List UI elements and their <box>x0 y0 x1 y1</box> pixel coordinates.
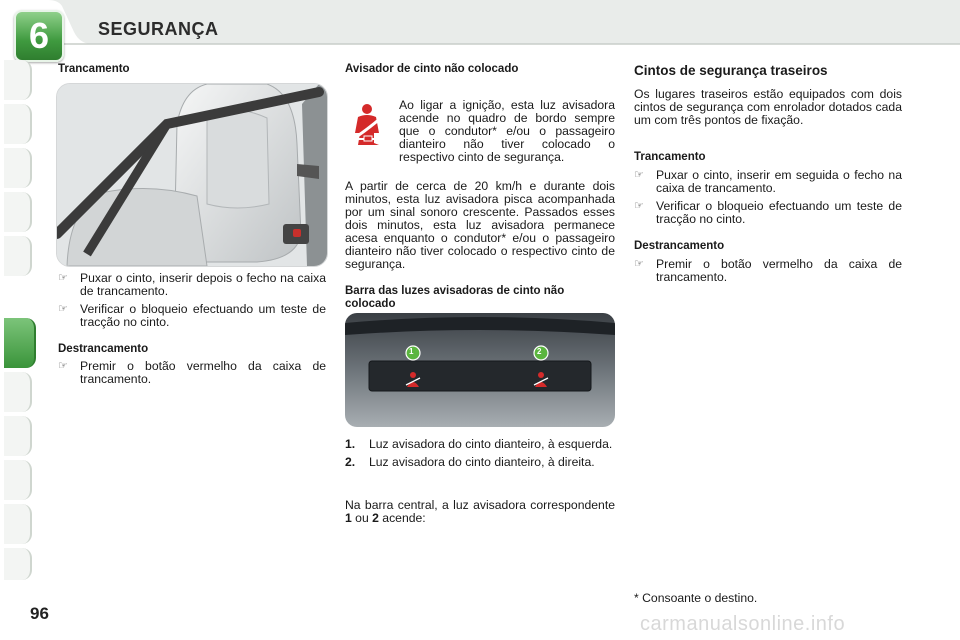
chapter-number-badge: 6 <box>14 10 64 62</box>
indicator-badge-1-label: 1 <box>409 347 414 356</box>
col3-bullet: ☞ Verificar o bloqueio efectuando um teste de tracção no cinto. <box>634 199 902 226</box>
chapter-tab[interactable] <box>4 504 32 544</box>
pointing-finger-icon: ☞ <box>58 360 68 372</box>
indicator-bar-illustration <box>345 313 615 427</box>
col2-paragraph: A partir de cerca de 20 km/h e durante dois minutos, esta luz avisadora pisca acompanhada por um sinal sonoro crescente. Passados esses dois minutos, esta luz avisadora permanece acesa enquanto o condutor* e/ou o passageiro dianteiro não tiver colocado o respectivo cinto de segurança. <box>345 179 615 271</box>
col1-heading: Trancamento <box>58 63 130 75</box>
chapter-tab[interactable] <box>4 460 32 500</box>
pointing-finger-icon: ☞ <box>634 258 644 270</box>
col3-unlock-heading: Destrancamento <box>634 240 725 252</box>
col3-lock-bullets <box>634 169 902 226</box>
indicator-badge-2-label: 2 <box>537 347 542 356</box>
pointing-finger-icon: ☞ <box>58 272 68 284</box>
chapter-tab[interactable] <box>4 416 32 456</box>
col2-bar-heading: Barra das luzes avisadoras de cinto não colocado <box>345 285 565 310</box>
col3-unlock-bullet: ☞ Premir o botão vermelho da caixa de trancamento. <box>634 257 902 284</box>
col2-intro: Ao ligar a ignição, esta luz avisadora acende no quadro de bordo sempre que o condutor* e/ou o passageiro dianteiro não tiver colocado o respectivo cinto de segurança. <box>399 98 615 164</box>
chapter-tab[interactable] <box>4 372 32 412</box>
chapter-tab[interactable] <box>4 148 32 188</box>
chapter-tabs-sidebar <box>0 60 34 580</box>
pointing-finger-icon: ☞ <box>634 200 644 212</box>
col3-heading: Cintos de segurança traseiros <box>634 63 828 78</box>
col1-bullet: ☞ Verificar o bloqueio efectuando um teste de tracção no cinto. <box>58 302 326 329</box>
col1-unlock-heading: Destrancamento <box>58 343 149 355</box>
chapter-tab[interactable] <box>4 60 32 100</box>
col2-final-paragraph: Na barra central, a luz avisadora correspondente 1 ou 2 acende: <box>345 498 615 525</box>
col3-intro: Os lugares traseiros estão equipados com dois cintos de segurança com enrolador dotados cada um com três pontos de fixação. <box>634 87 902 127</box>
col3-bullet: ☞ Puxar o cinto, inserir em seguida o fecho na caixa de trancamento. <box>634 168 902 195</box>
col3-lock-heading: Trancamento <box>634 151 706 163</box>
col2-list-item: 1. Luz avisadora do cinto dianteiro, à esquerda. <box>345 437 613 451</box>
watermark: carmanualsonline.info <box>640 613 846 635</box>
pointing-finger-icon: ☞ <box>58 303 68 315</box>
col3-unlock-bullets <box>634 258 902 284</box>
col2-heading: Avisador de cinto não colocado <box>345 63 519 75</box>
pointing-finger-icon: ☞ <box>634 169 644 181</box>
chapter-tab[interactable] <box>4 192 32 232</box>
chapter-title: SEGURANÇA <box>98 19 219 39</box>
chapter-tab[interactable] <box>4 548 32 580</box>
page-number: 96 <box>30 604 49 623</box>
col1-unlock-bullets <box>58 360 326 386</box>
chapter-tab-active[interactable] <box>4 318 36 368</box>
col1-bullet: ☞ Puxar o cinto, inserir depois o fecho na caixa de trancamento. <box>58 271 326 298</box>
col2-numbered-list <box>345 438 615 469</box>
footnote: * Consoante o destino. <box>634 591 758 605</box>
col1-bullets <box>58 272 326 329</box>
col2-list-item: 2. Luz avisadora do cinto dianteiro, à direita. <box>345 455 595 469</box>
seat-belt-illustration <box>56 83 328 267</box>
col1-unlock-bullet: ☞ Premir o botão vermelho da caixa de trancamento. <box>58 359 326 386</box>
chapter-tab[interactable] <box>4 104 32 144</box>
chapter-tab[interactable] <box>4 236 32 276</box>
seatbelt-warning-icon <box>352 103 388 147</box>
